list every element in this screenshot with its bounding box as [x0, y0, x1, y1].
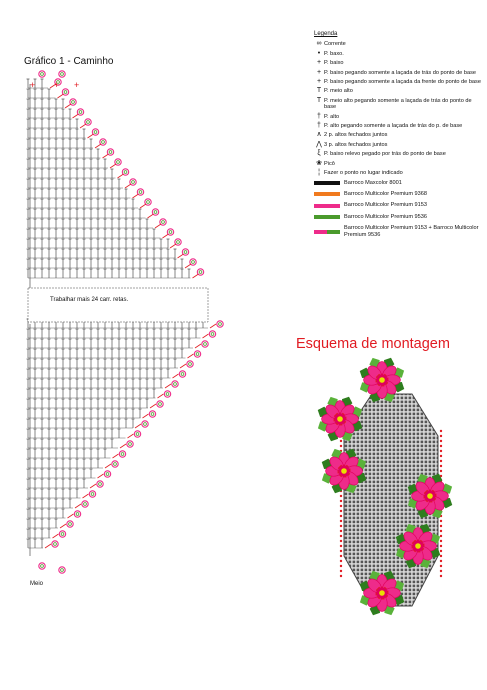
picot-mark — [52, 541, 58, 547]
edge-dot — [340, 515, 342, 517]
legend-item — [314, 161, 482, 167]
edge-dot — [440, 555, 442, 557]
edge-mark — [75, 504, 81, 508]
edge-mark — [118, 174, 124, 178]
skip-icon: ¦ — [318, 169, 320, 177]
dc2tog-icon: ∧ — [316, 131, 322, 139]
legend-item — [314, 41, 482, 47]
flower-center — [341, 468, 347, 474]
flower-center — [379, 590, 385, 596]
picot-mark — [179, 371, 185, 377]
picot-mark — [74, 511, 80, 517]
edge-dot — [440, 460, 442, 462]
edge-dot — [440, 450, 442, 452]
picot-mark — [217, 321, 223, 327]
legend-color-label: Barroco Maxcolor 8001 — [344, 179, 402, 186]
dc-back-loop-icon: † — [317, 122, 321, 130]
edge-mark — [170, 244, 176, 248]
sc-front-loop-icon: + — [316, 78, 322, 86]
edge-mark — [45, 544, 51, 548]
legend-item — [314, 60, 482, 66]
edge-mark — [158, 394, 164, 398]
dc3tog-icon: ⋀ — [316, 140, 322, 148]
legend-color-item — [314, 214, 482, 220]
edge-mark — [178, 254, 184, 258]
edge-mark — [155, 224, 161, 228]
legend-item — [314, 123, 482, 129]
legend-color-label: Barroco Multicolor Premium 9153 + Barroco Multicolor Premium 9536 — [344, 225, 479, 238]
edge-mark — [210, 324, 216, 328]
assembly-title: Esquema de montagem — [296, 336, 450, 352]
legend-item-label: 2 p. altos fechados juntos — [324, 132, 388, 139]
legend-item — [314, 170, 482, 176]
edge-dot — [340, 555, 342, 557]
edge-mark — [140, 204, 146, 208]
picot-mark — [104, 471, 110, 477]
edge-dot — [340, 550, 342, 552]
picot-mark — [59, 567, 65, 573]
legend-item-label: P. baixo pegando somente a laçada da frente do ponto de base — [324, 79, 481, 86]
edge-mark — [68, 514, 74, 518]
edge-mark — [128, 434, 134, 438]
picot-mark — [209, 331, 215, 337]
edge-dot — [340, 540, 342, 542]
half-double-icon: T — [316, 87, 322, 95]
color-swatch — [314, 215, 340, 219]
edge-mark — [98, 474, 104, 478]
edge-dot — [340, 445, 342, 447]
legend-item-label: P. baixo — [324, 60, 344, 67]
edge-dot — [440, 455, 442, 457]
edge-dot — [440, 445, 442, 447]
edge-mark — [88, 134, 94, 138]
edge-mark — [163, 234, 169, 238]
legend-item — [314, 51, 482, 57]
slip-stitch-icon: • — [317, 49, 321, 57]
edge-dot — [340, 505, 342, 507]
legend-item — [314, 132, 482, 138]
picot-mark — [59, 71, 65, 77]
picot-mark — [142, 421, 148, 427]
legend-item-label: Corrente — [324, 41, 346, 48]
picot-mark — [97, 481, 103, 487]
edge-dot — [340, 520, 342, 522]
edge-mark — [143, 414, 149, 418]
edge-dot — [440, 570, 442, 572]
edge-dot — [340, 525, 342, 527]
legend-colors — [314, 180, 482, 238]
color-swatch — [314, 230, 340, 234]
legend-item-label: P. baixo pegando somente a laçada de trás do ponto de base — [324, 69, 476, 76]
sc-back-loop-icon: + — [316, 68, 322, 76]
legend-item-label: P. alto — [324, 113, 340, 120]
hdc-back-loop-icon: T — [316, 96, 322, 104]
edge-dot — [340, 570, 342, 572]
double-crochet-icon: † — [317, 112, 321, 120]
cross-mark: + — [30, 80, 36, 90]
edge-dot — [440, 550, 442, 552]
picot-mark — [172, 381, 178, 387]
flower-center — [337, 416, 343, 422]
cross-mark: + — [54, 80, 60, 90]
edge-mark — [73, 114, 79, 118]
edge-dot — [440, 560, 442, 562]
edge-mark — [193, 274, 199, 278]
flower-center — [415, 543, 421, 549]
legend-item-label: P. baixo relevo pegado por trás do ponto de base — [324, 151, 446, 158]
legend-item — [314, 70, 482, 76]
edge-dot — [340, 495, 342, 497]
legend-symbols — [314, 41, 482, 176]
edge-dot — [340, 565, 342, 567]
legend — [314, 31, 482, 243]
picot-mark — [39, 71, 45, 77]
edge-mark — [180, 364, 186, 368]
legend-color-item — [314, 225, 482, 238]
edge-mark — [105, 464, 111, 468]
edge-mark — [203, 334, 209, 338]
chart-gap-box — [28, 288, 208, 322]
legend-color-label: Barroco Multicolor Premium 9153 — [344, 202, 428, 209]
picot-mark — [67, 521, 73, 527]
edge-dot — [440, 470, 442, 472]
start-label: Meio — [30, 581, 44, 587]
edge-dot — [440, 565, 442, 567]
edge-mark — [110, 164, 116, 168]
flower-center — [379, 377, 385, 383]
legend-item-label: P. baxo. — [324, 50, 344, 57]
picot-icon: ❀ — [316, 159, 322, 167]
picot-mark — [39, 563, 45, 569]
legend-item — [314, 88, 482, 94]
picot-mark — [149, 411, 155, 417]
back-post-sc-icon: ξ — [317, 150, 321, 158]
edge-dot — [340, 535, 342, 537]
edge-mark — [83, 494, 89, 498]
edge-dot — [340, 545, 342, 547]
crochet-chart — [18, 66, 268, 586]
edge-mark — [135, 424, 141, 428]
edge-dot — [440, 525, 442, 527]
legend-item — [314, 114, 482, 120]
edge-mark — [113, 454, 119, 458]
edge-dot — [440, 435, 442, 437]
edge-mark — [80, 124, 86, 128]
edge-dot — [440, 535, 442, 537]
edge-dot — [340, 440, 342, 442]
flower-center — [427, 493, 433, 499]
legend-item-label: Picô — [324, 160, 335, 167]
picot-mark — [194, 351, 200, 357]
edge-dot — [440, 540, 442, 542]
edge-mark — [188, 354, 194, 358]
edge-mark — [165, 384, 171, 388]
legend-color-item — [314, 191, 482, 197]
legend-color-item — [314, 180, 482, 186]
legend-item — [314, 142, 482, 148]
legend-color-item — [314, 202, 482, 208]
edge-mark — [195, 344, 201, 348]
picot-mark — [89, 491, 95, 497]
edge-mark — [53, 534, 59, 538]
edge-mark — [185, 264, 191, 268]
edge-mark — [60, 524, 66, 528]
legend-item-label: P. meio alto — [324, 88, 353, 95]
edge-mark — [148, 214, 154, 218]
color-swatch — [314, 204, 340, 208]
picot-mark — [112, 461, 118, 467]
legend-item — [314, 79, 482, 85]
chart-title: Gráfico 1 - Caminho — [24, 56, 114, 67]
assembly-diagram — [300, 356, 480, 646]
edge-mark — [120, 444, 126, 448]
picot-mark — [82, 501, 88, 507]
edge-mark — [65, 104, 71, 108]
cross-mark: + — [74, 80, 80, 90]
picot-mark — [202, 341, 208, 347]
picot-mark — [164, 391, 170, 397]
edge-dot — [340, 560, 342, 562]
edge-dot — [440, 440, 442, 442]
legend-item — [314, 151, 482, 157]
edge-dot — [440, 465, 442, 467]
chain-icon: ∞ — [316, 40, 322, 48]
picot-mark — [119, 451, 125, 457]
edge-dot — [440, 545, 442, 547]
picot-mark — [127, 441, 133, 447]
edge-mark — [103, 154, 109, 158]
color-swatch — [314, 192, 340, 196]
edge-mark — [95, 144, 101, 148]
edge-mark — [58, 94, 64, 98]
edge-dot — [340, 530, 342, 532]
picot-mark — [134, 431, 140, 437]
edge-dot — [340, 500, 342, 502]
edge-dot — [340, 510, 342, 512]
edge-dot — [440, 530, 442, 532]
legend-item — [314, 98, 482, 111]
legend-title: Legenda — [314, 31, 338, 37]
picot-mark — [59, 531, 65, 537]
legend-item-label: P. meio alto pegando somente a laçada de trás do ponto de base — [324, 97, 472, 111]
picot-mark — [157, 401, 163, 407]
edge-mark — [90, 484, 96, 488]
edge-dot — [440, 520, 442, 522]
edge-mark — [150, 404, 156, 408]
legend-item-label: P. alto pegando somente a laçada de trás do p. de base — [324, 123, 463, 130]
edge-mark — [133, 194, 139, 198]
edge-dot — [440, 430, 442, 432]
legend-color-label: Barroco Multicolor Premium 9368 — [344, 190, 428, 197]
edge-dot — [340, 575, 342, 577]
legend-item-label: Fazer o ponto no lugar indicado — [324, 170, 403, 177]
legend-item-label: 3 p. altos fechados juntos — [324, 141, 388, 148]
color-swatch — [314, 181, 340, 185]
chart-note: Trabalhar mais 24 carr. retas. — [50, 297, 129, 303]
edge-dot — [440, 575, 442, 577]
edge-mark — [173, 374, 179, 378]
picot-mark — [187, 361, 193, 367]
edge-mark — [125, 184, 131, 188]
single-crochet-icon: + — [316, 59, 322, 67]
legend-color-label: Barroco Multicolor Premium 9536 — [344, 213, 428, 220]
